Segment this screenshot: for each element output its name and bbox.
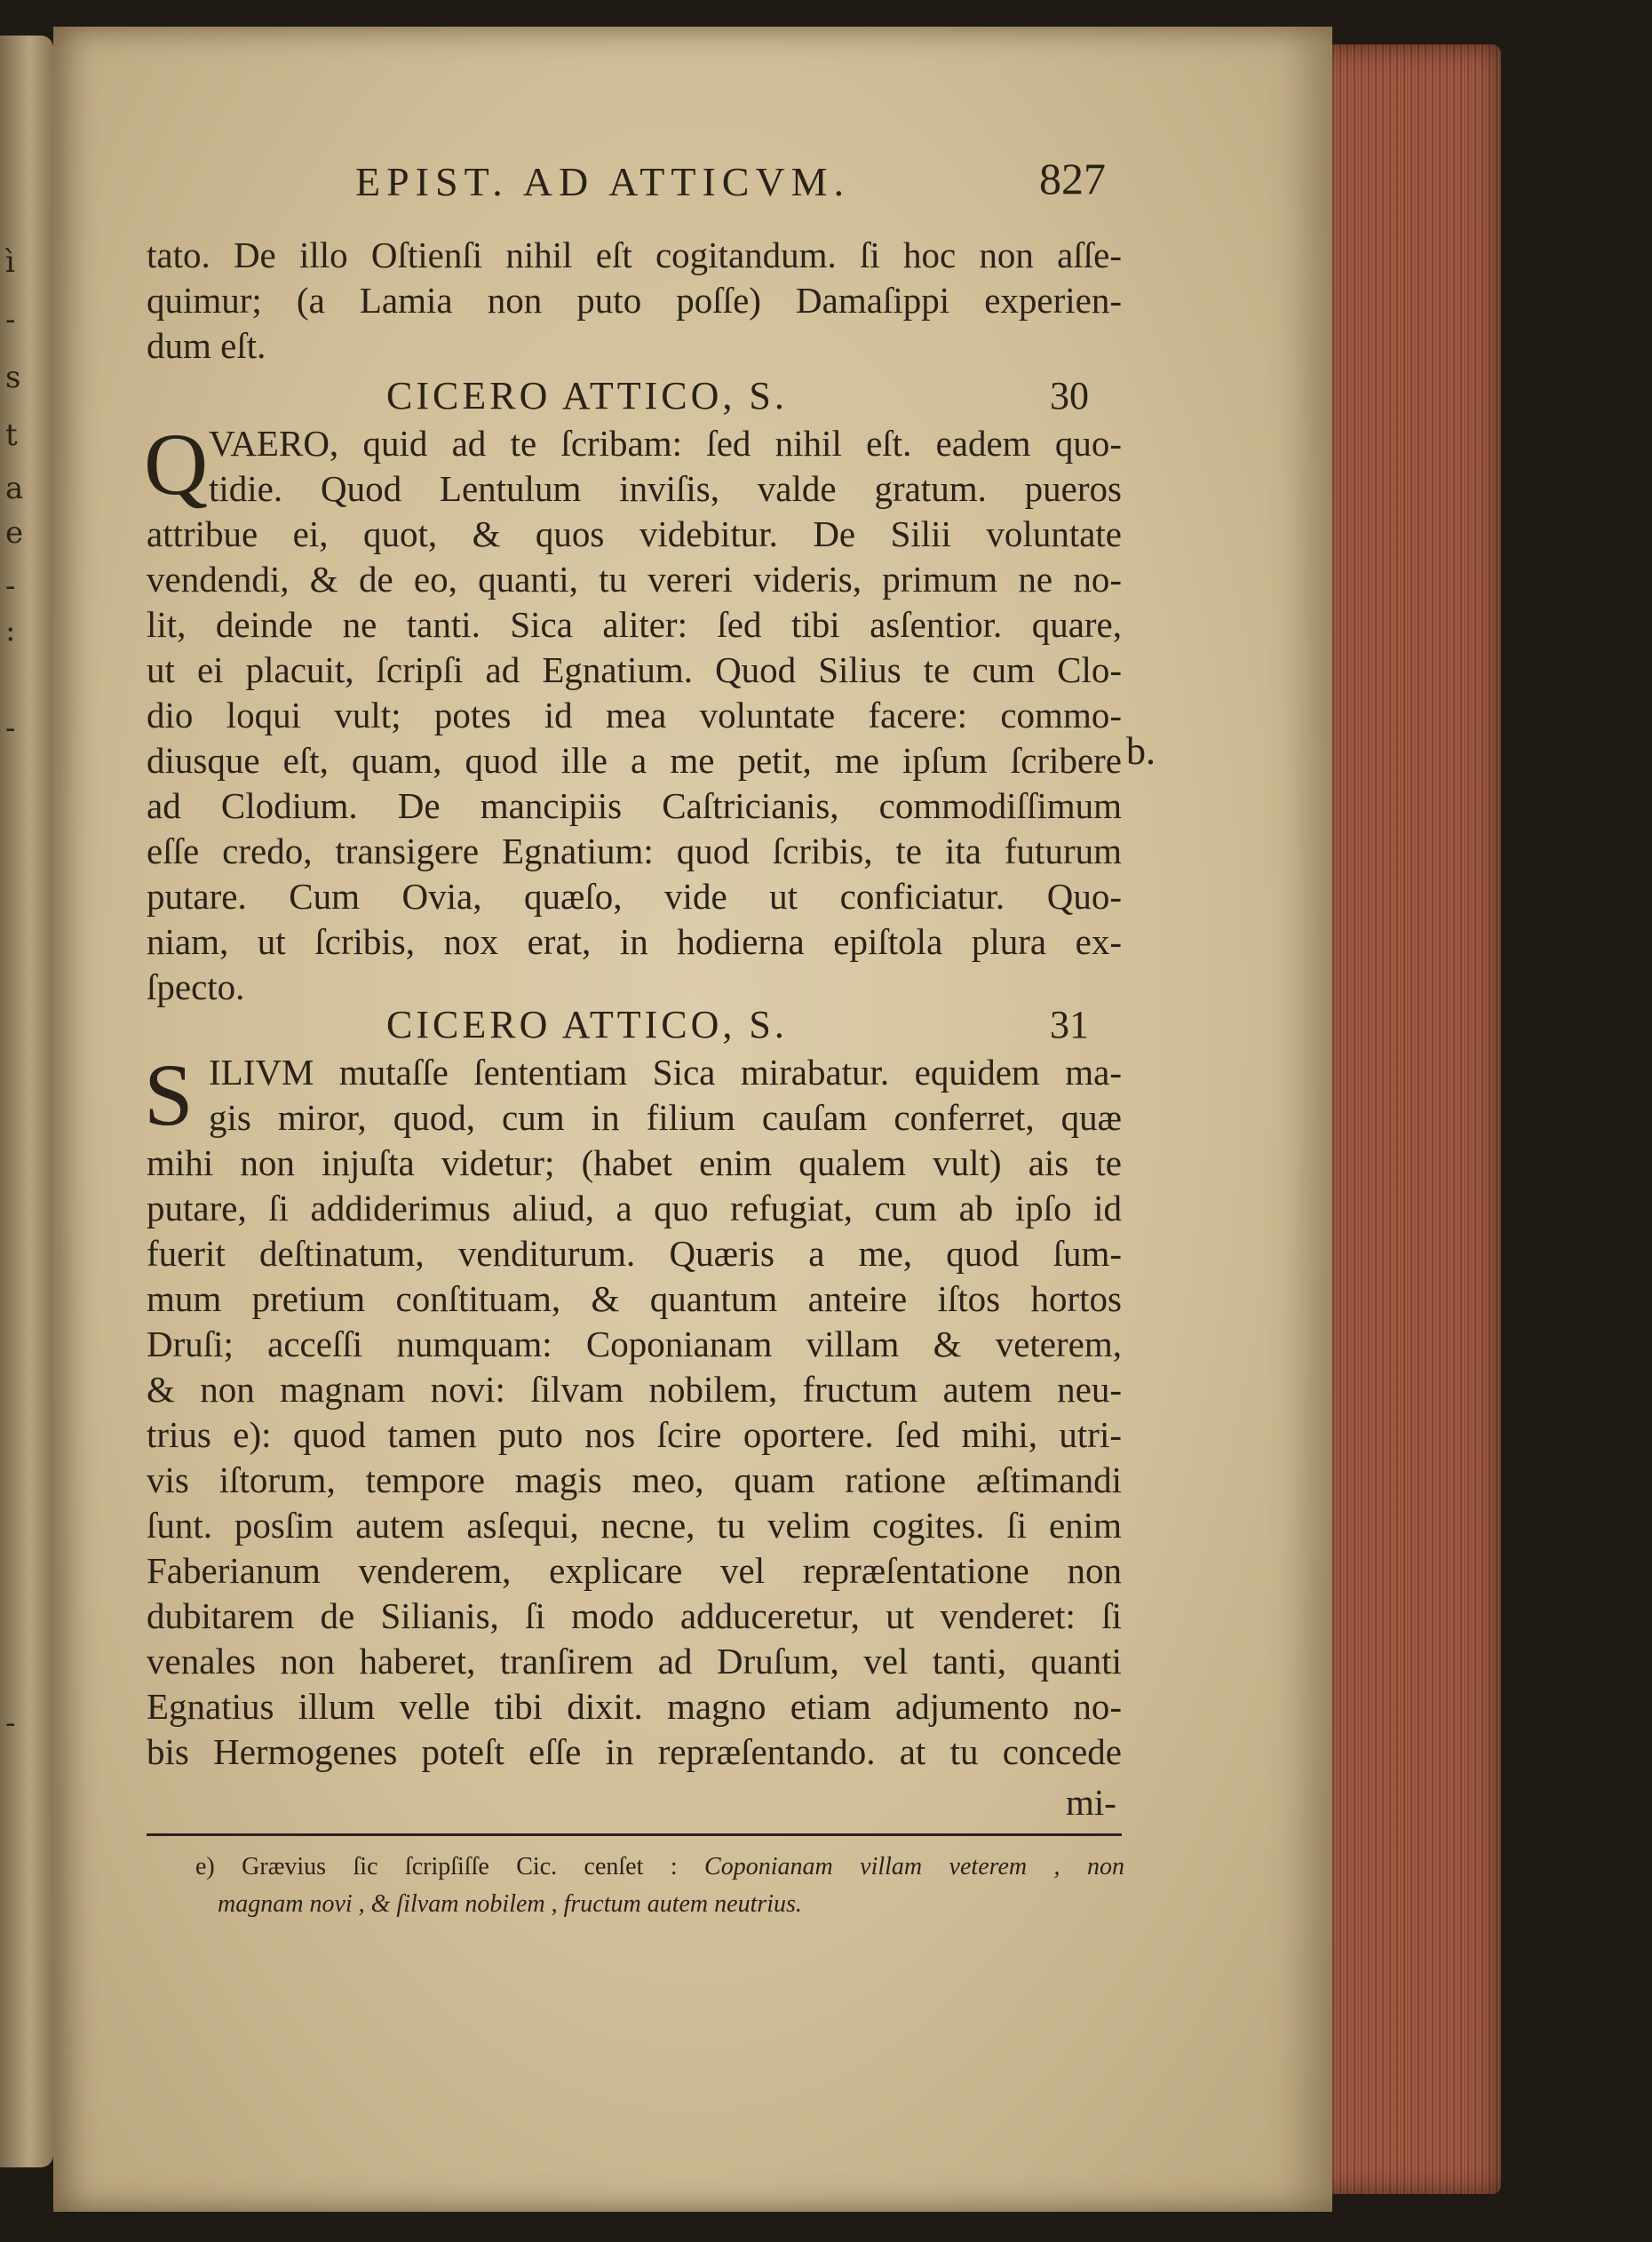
text-line: dum eſt. [147,325,266,366]
text-line: vis iſtorum, tempore magis meo, quam ratione æſtimandi [147,1459,1122,1500]
page-edges [1314,44,1501,2194]
text-line: dubitarem de Silianis, ſi modo adduceretur, ut venderet: ſi [147,1595,1122,1636]
text-line: venales non haberet, tranſirem ad Druſum, vel tanti, quanti [147,1641,1122,1682]
text-line: Egnatius illum velle tibi dixit. magno etiam adjumento no- [147,1686,1122,1727]
text-line: niam, ut ſcribis, nox erat, in hodierna epiſtola plura ex- [147,921,1122,962]
text-line: & non magnam novi: ſilvam nobilem, fructum autem neu- [147,1369,1122,1410]
text-line: trius e): quod tamen puto nos ſcire oportere. ſed mihi, utri- [147,1414,1122,1455]
footnote-rule [147,1833,1122,1836]
margin-note: b. [1126,729,1156,773]
text-line: diusque eſt, quam, quod ille a me petit, me ipſum ſcribere [147,740,1122,781]
text-line: putare, ſi addiderimus aliud, a quo refugiat, cum ab ipſo id [147,1188,1122,1228]
text-line: mum pretium conſtituam, & quantum anteire iſtos hortos [147,1278,1122,1319]
text-line: tidie. Quod Lentulum inviſis, valde gratum. pueros [209,468,1122,509]
drop-capital: Q [144,415,209,513]
facing-page-fragment: : [5,613,16,648]
text-line: mihi non injuſta videtur; (habet enim qualem vult) ais te [147,1142,1122,1183]
catchword: mi- [1066,1782,1116,1823]
running-head: EPIST. AD ATTICVM. [355,159,851,204]
text-line: putare. Cum Ovia, quæſo, vide ut conficiatur. Quo- [147,876,1122,917]
text-line: gis miror, quod, cum in filium cauſam conferret, quæ [209,1097,1122,1138]
letter-number: 30 [1050,374,1089,417]
text-line: ſunt. posſim autem asſequi, necne, tu velim cogites. ſi enim [147,1505,1122,1546]
letter-heading: CICERO ATTICO, S. [386,374,788,417]
footnote-quote: Coponianam villam veterem , non [704,1853,1124,1880]
text-line: Druſi; acceſſi numquam: Coponianam villam & veterem, [147,1324,1122,1364]
text-line: VAERO, quid ad te ſcribam: ſed nihil eſt. eadem quo- [209,423,1122,464]
text-line: dio loqui vult; potes id mea voluntate facere: commo- [147,695,1122,735]
letter-number: 31 [1050,1003,1089,1046]
facing-page-edge [0,36,53,2167]
text-line: tato. De illo Oſtienſi nihil eſt cogitandum. ſi hoc non aſſe- [147,235,1122,275]
text-line: ad Clodium. De mancipiis Caſtricianis, commodiſſimum [147,785,1122,826]
drop-capital: S [144,1045,194,1144]
text-line: bis Hermogenes poteſt eſſe in repræſentando. at tu concede [147,1731,1122,1772]
facing-page-fragment: a [5,471,24,506]
facing-page-fragment: - [5,302,16,338]
footnote-quote: magnam novi , & ſilvam nobilem , fructum autem neutrius. [218,1890,802,1918]
text-line: ſpecto. [147,966,245,1007]
footnote-text: e) Grævius ſic ſcripſiſſe Cic. cenſet : [195,1853,678,1880]
text-line: quimur; (a Lamia non puto poſſe) Damaſippi experien- [147,280,1122,321]
facing-page-fragment: e [5,515,24,551]
facing-page-fragment: - [5,711,16,746]
page-number: 827 [1039,154,1106,203]
text-line: eſſe credo, transigere Egnatium: quod ſcribis, te ita futurum [147,831,1122,871]
text-line: vendendi, & de eo, quanti, tu vereri videris, primum ne no- [147,559,1122,600]
text-line: fuerit deſtinatum, venditurum. Quæris a me, quod ſum- [147,1233,1122,1274]
letter-heading: CICERO ATTICO, S. [386,1003,788,1046]
footnote-line [218,1887,1124,1922]
facing-page-fragment: ì [5,244,15,280]
facing-page-fragment: t [5,417,18,453]
text-line: ut ei placuit, ſcripſi ad Egnatium. Quod Silius te cum Clo- [147,649,1122,690]
facing-page-fragment: - [5,568,16,604]
facing-page-fragment: - [5,1705,16,1741]
text-line: ILIVM mutaſſe ſententiam Sica mirabatur. equidem ma- [209,1052,1122,1093]
footnote-line [195,1849,1124,1885]
text-line: lit, deinde ne tanti. Sica aliter: ſed tibi asſentior. quare, [147,604,1122,645]
text-line: Faberianum venderem, explicare vel repræſentatione non [147,1550,1122,1591]
facing-page-fragment: s [5,360,21,395]
text-line: attribue ei, quot, & quos videbitur. De Silii voluntate [147,513,1122,554]
